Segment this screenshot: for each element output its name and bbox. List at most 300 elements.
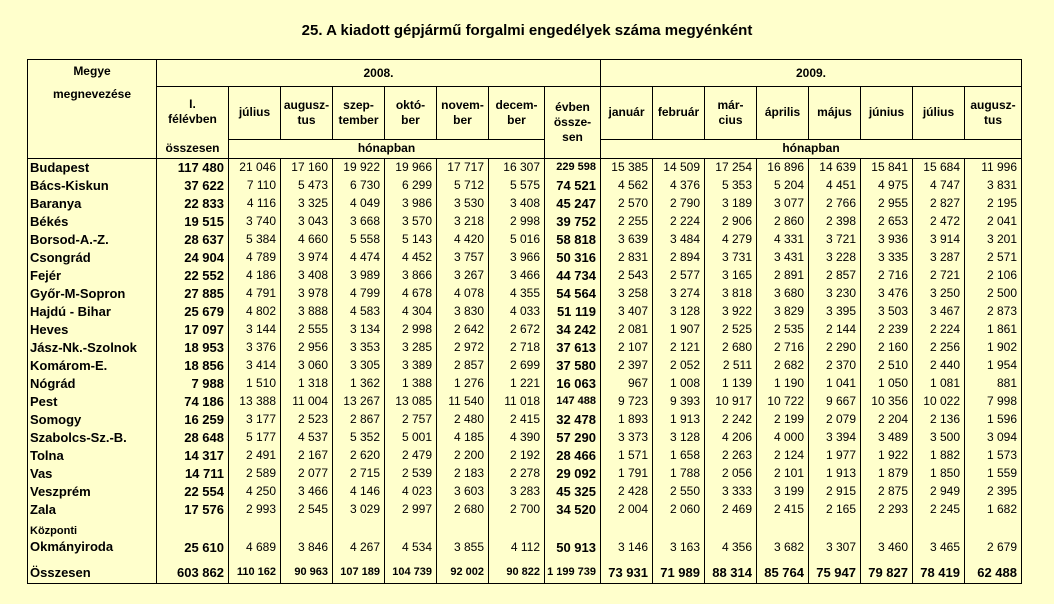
month-2009-value: 1 596 [965, 411, 1022, 429]
evben-label-1: évben [555, 99, 590, 114]
spacer-row [28, 555, 1022, 563]
month-2009-value: 2 915 [809, 483, 861, 501]
month-2008-1 [281, 87, 333, 140]
honapban-2009-header: hónapban [601, 139, 1022, 158]
month-2008-value: 2 491 [229, 447, 281, 465]
month-2008-value: 3 353 [333, 339, 385, 357]
month-2009-value: 4 451 [809, 177, 861, 195]
month-2008-value: 1 221 [489, 375, 545, 393]
month-2009-value: 2 081 [601, 321, 653, 339]
month-2008-value: 2 993 [229, 501, 281, 519]
month-2008-value: 3 668 [333, 213, 385, 231]
county-name-line2: Okmányiroda [30, 538, 114, 554]
table-row [28, 501, 1022, 519]
county-name: Csongrád [28, 249, 157, 267]
month-2009-value: 2 535 [757, 321, 809, 339]
month-2008-value: 3 389 [385, 357, 437, 375]
month-2009-value: 4 331 [757, 231, 809, 249]
month-2009-value: 1 893 [601, 411, 653, 429]
month-2008-value: 2 183 [437, 465, 489, 483]
month-2008-value: 2 998 [489, 213, 545, 231]
month-2008-value: 3 989 [333, 267, 385, 285]
h1-2008-value: 27 885 [157, 285, 229, 303]
month-2009-value: 2 293 [861, 501, 913, 519]
spacer-cell [157, 555, 229, 563]
month-label-b: tus [984, 112, 1002, 127]
h1-2008-value: 14 711 [157, 465, 229, 483]
month-2009-value: 2 873 [965, 303, 1022, 321]
month-2009-value: 1 139 [705, 375, 757, 393]
month-2008-value: 3 283 [489, 483, 545, 501]
month-2008-value: 3 966 [489, 249, 545, 267]
month-2009-value: 1 913 [653, 411, 705, 429]
year-2008-total-value: 29 092 [545, 465, 601, 483]
month-2009-value: 2 415 [757, 501, 809, 519]
county-name: Borsod-A.-Z. [28, 231, 157, 249]
month-2008-value: 4 420 [437, 231, 489, 249]
month-2009-value: 9 667 [809, 393, 861, 411]
month-2009-value: 2 041 [965, 213, 1022, 231]
h1-2008-value: 117 480 [157, 158, 229, 177]
month-2008-value: 2 867 [333, 411, 385, 429]
month-2008-value: 92 002 [437, 563, 489, 584]
month-2008-value: 13 388 [229, 393, 281, 411]
month-2008-value: 5 177 [229, 429, 281, 447]
evben-label-3: sen [562, 129, 583, 144]
month-2008-value: 2 680 [437, 501, 489, 519]
month-2009-value: 3 639 [601, 231, 653, 249]
month-2008-value: 4 304 [385, 303, 437, 321]
month-2008-value: 5 575 [489, 177, 545, 195]
county-name: Összesen [28, 563, 157, 584]
month-2008-value: 4 537 [281, 429, 333, 447]
month-2008-value: 3 866 [385, 267, 437, 285]
table-row [28, 213, 1022, 231]
h1-2008-value: 603 862 [157, 563, 229, 584]
month-2009-value: 1 913 [809, 465, 861, 483]
month-2009-value: 78 419 [913, 563, 965, 584]
month-2009-value: 2 052 [653, 357, 705, 375]
month-2009-value: 3 431 [757, 249, 809, 267]
county-name: Veszprém [28, 483, 157, 501]
month-2009-2 [705, 87, 757, 140]
month-2009-value: 2 370 [809, 357, 861, 375]
month-2009-value: 2 160 [861, 339, 913, 357]
month-2009-value: 9 723 [601, 393, 653, 411]
month-2008-value: 4 791 [229, 285, 281, 303]
month-2008-value: 4 789 [229, 249, 281, 267]
month-2009-value: 4 747 [913, 177, 965, 195]
month-2008-value: 3 144 [229, 321, 281, 339]
month-2009-value: 4 206 [705, 429, 757, 447]
table-body [28, 158, 1022, 583]
month-2008-value: 4 116 [229, 195, 281, 213]
month-2009-value: 3 914 [913, 231, 965, 249]
month-2008-3 [385, 87, 437, 140]
month-2009-value: 3 258 [601, 285, 653, 303]
month-2009-value: 2 136 [913, 411, 965, 429]
month-2009-value: 2 195 [965, 195, 1022, 213]
county-name: Hajdú - Bihar [28, 303, 157, 321]
year-2008-total-value: 1 199 739 [545, 563, 601, 584]
h1-2008-value: 28 637 [157, 231, 229, 249]
month-2009-value: 2 398 [809, 213, 861, 231]
month-2008-value: 5 352 [333, 429, 385, 447]
month-2009-value: 3 077 [757, 195, 809, 213]
year-2008-total-value: 37 613 [545, 339, 601, 357]
month-2009-value: 2 949 [913, 483, 965, 501]
month-2009-value: 2 577 [653, 267, 705, 285]
month-2008-value: 110 162 [229, 563, 281, 584]
month-label-b: tember [338, 112, 379, 127]
month-2008-value: 4 355 [489, 285, 545, 303]
month-2009-value: 2 679 [965, 519, 1022, 555]
month-2009-value: 2 395 [965, 483, 1022, 501]
month-2008-value: 4 078 [437, 285, 489, 303]
month-2008-value: 1 362 [333, 375, 385, 393]
month-2008-value: 3 466 [281, 483, 333, 501]
month-label-b: cius [718, 112, 743, 127]
month-label-a: január [608, 105, 645, 120]
month-2009-value: 14 509 [653, 158, 705, 177]
year-2008-total-value: 45 325 [545, 483, 601, 501]
month-2008-value: 13 085 [385, 393, 437, 411]
table-row [28, 249, 1022, 267]
month-2008-value: 5 001 [385, 429, 437, 447]
month-2009-value: 3 484 [653, 231, 705, 249]
month-2009-value: 1 977 [809, 447, 861, 465]
month-2009-value: 3 731 [705, 249, 757, 267]
spacer-cell [489, 555, 545, 563]
month-2009-value: 3 489 [861, 429, 913, 447]
month-2009-value: 3 394 [809, 429, 861, 447]
year-2008-total-value: 54 564 [545, 285, 601, 303]
spacer-cell [229, 555, 281, 563]
month-2008-value: 3 986 [385, 195, 437, 213]
spacer-cell [913, 555, 965, 563]
month-2009-value: 2 079 [809, 411, 861, 429]
county-name-line1: Központi [30, 524, 78, 537]
month-2008-value: 4 799 [333, 285, 385, 303]
month-2008-value: 3 285 [385, 339, 437, 357]
month-2009-value: 4 279 [705, 231, 757, 249]
month-2009-value: 2 121 [653, 339, 705, 357]
month-label-a: már- [717, 97, 744, 112]
county-name: Heves [28, 321, 157, 339]
h1-2008-value: 17 576 [157, 501, 229, 519]
month-2008-value: 2 672 [489, 321, 545, 339]
month-2009-value: 7 998 [965, 393, 1022, 411]
h1-2008-value: 19 515 [157, 213, 229, 231]
month-2008-value: 2 956 [281, 339, 333, 357]
table-row [28, 411, 1022, 429]
month-2009-value: 2 860 [757, 213, 809, 231]
month-2008-value: 2 700 [489, 501, 545, 519]
month-2008-value: 3 757 [437, 249, 489, 267]
month-2009-value: 1 573 [965, 447, 1022, 465]
month-label-a: augusz- [970, 97, 1016, 112]
month-2009-value: 2 790 [653, 195, 705, 213]
month-2008-value: 6 299 [385, 177, 437, 195]
month-2008-value: 3 466 [489, 267, 545, 285]
month-2008-value: 2 589 [229, 465, 281, 483]
month-2008-value: 2 200 [437, 447, 489, 465]
month-2009-value: 2 525 [705, 321, 757, 339]
month-2009-value: 10 722 [757, 393, 809, 411]
table-row [28, 285, 1022, 303]
spacer-cell [757, 555, 809, 563]
month-2008-value: 3 029 [333, 501, 385, 519]
month-2008-value: 13 267 [333, 393, 385, 411]
month-2008-value: 2 998 [385, 321, 437, 339]
month-2009-value: 2 124 [757, 447, 809, 465]
month-2009-value: 2 543 [601, 267, 653, 285]
month-2009-value: 2 716 [861, 267, 913, 285]
month-2008-value: 16 307 [489, 158, 545, 177]
month-2009-value: 3 250 [913, 285, 965, 303]
month-label-b: ber [401, 112, 420, 127]
month-2008-value: 3 218 [437, 213, 489, 231]
i-felev-label-1: I. [189, 97, 196, 111]
month-2008-value: 3 305 [333, 357, 385, 375]
h1-2008-value: 14 317 [157, 447, 229, 465]
month-2009-value: 1 682 [965, 501, 1022, 519]
month-2008-value: 3 177 [229, 411, 281, 429]
month-2009-value: 2 224 [653, 213, 705, 231]
month-2009-value: 2 571 [965, 249, 1022, 267]
month-2009-value: 5 353 [705, 177, 757, 195]
month-2009-value: 14 639 [809, 158, 861, 177]
month-2008-value: 3 740 [229, 213, 281, 231]
month-2008-value: 4 267 [333, 519, 385, 555]
month-2008-value: 3 060 [281, 357, 333, 375]
month-2009-value: 4 000 [757, 429, 809, 447]
month-2009-0 [601, 87, 653, 140]
month-2008-value: 5 143 [385, 231, 437, 249]
year-2008-total-value: 51 119 [545, 303, 601, 321]
spacer-cell [545, 555, 601, 563]
month-2009-value: 2 397 [601, 357, 653, 375]
month-2009-value: 2 511 [705, 357, 757, 375]
h1-2008-value: 24 904 [157, 249, 229, 267]
month-2008-value: 1 510 [229, 375, 281, 393]
megye-header-2 [28, 87, 157, 140]
month-2009-value: 1 907 [653, 321, 705, 339]
month-2009-value: 2 894 [653, 249, 705, 267]
month-2009-3 [757, 87, 809, 140]
county-name: Tolna [28, 447, 157, 465]
month-label-a: szep- [343, 97, 374, 112]
county-name [28, 519, 157, 555]
month-2008-value: 2 997 [385, 501, 437, 519]
month-2009-value: 3 199 [757, 483, 809, 501]
table-row [28, 447, 1022, 465]
month-2008-value: 1 276 [437, 375, 489, 393]
month-2009-value: 2 875 [861, 483, 913, 501]
month-2009-value: 2 570 [601, 195, 653, 213]
month-2009-value: 88 314 [705, 563, 757, 584]
month-2008-value: 2 480 [437, 411, 489, 429]
spacer-cell [437, 555, 489, 563]
spacer-cell [281, 555, 333, 563]
year-2009-header: 2009. [601, 60, 1022, 87]
year-2008-header: 2008. [157, 60, 601, 87]
h1-2008-value: 22 833 [157, 195, 229, 213]
month-2009-1 [653, 87, 705, 140]
county-name: Somogy [28, 411, 157, 429]
month-2009-value: 2 256 [913, 339, 965, 357]
month-2009-value: 2 428 [601, 483, 653, 501]
month-2009-value: 85 764 [757, 563, 809, 584]
month-2009-value: 4 975 [861, 177, 913, 195]
h1-2008-value: 74 186 [157, 393, 229, 411]
month-2009-value: 2 653 [861, 213, 913, 231]
month-2008-value: 21 046 [229, 158, 281, 177]
month-2008-value: 3 408 [489, 195, 545, 213]
month-2009-value: 3 128 [653, 429, 705, 447]
month-2009-value: 2 199 [757, 411, 809, 429]
h1-2008-value: 18 856 [157, 357, 229, 375]
month-2009-value: 75 947 [809, 563, 861, 584]
spacer-cell [861, 555, 913, 563]
month-2009-6 [913, 87, 965, 140]
month-2009-value: 2 107 [601, 339, 653, 357]
month-2009-value: 10 356 [861, 393, 913, 411]
month-2008-value: 3 603 [437, 483, 489, 501]
month-2009-value: 3 333 [705, 483, 757, 501]
month-2009-value: 10 022 [913, 393, 965, 411]
month-2009-value: 967 [601, 375, 653, 393]
month-2008-value: 2 167 [281, 447, 333, 465]
spacer-cell [333, 555, 385, 563]
month-2009-value: 3 818 [705, 285, 757, 303]
year-2008-total-value: 45 247 [545, 195, 601, 213]
table-row [28, 375, 1022, 393]
month-2009-value: 71 989 [653, 563, 705, 584]
month-2008-value: 17 160 [281, 158, 333, 177]
year-2008-total-value: 147 488 [545, 393, 601, 411]
month-2009-value: 1 008 [653, 375, 705, 393]
month-2009-value: 2 245 [913, 501, 965, 519]
month-2009-value: 3 146 [601, 519, 653, 555]
month-2008-value: 11 004 [281, 393, 333, 411]
spacer-cell [653, 555, 705, 563]
month-2009-value: 2 224 [913, 321, 965, 339]
month-2008-value: 2 972 [437, 339, 489, 357]
month-2008-value: 4 534 [385, 519, 437, 555]
year-2008-total-value: 39 752 [545, 213, 601, 231]
month-2009-value: 1 882 [913, 447, 965, 465]
month-2008-value: 5 016 [489, 231, 545, 249]
month-2009-value: 2 682 [757, 357, 809, 375]
month-2009-value: 2 290 [809, 339, 861, 357]
month-label-b: ber [453, 112, 472, 127]
county-name: Fejér [28, 267, 157, 285]
county-name: Komárom-E. [28, 357, 157, 375]
month-2009-value: 4 376 [653, 177, 705, 195]
month-2009-value: 11 996 [965, 158, 1022, 177]
table-row [28, 267, 1022, 285]
county-name: Bács-Kiskun [28, 177, 157, 195]
table-row [28, 195, 1022, 213]
year-2008-total-value: 74 521 [545, 177, 601, 195]
county-name: Nógrád [28, 375, 157, 393]
month-2009-value: 3 287 [913, 249, 965, 267]
month-2008-value: 3 134 [333, 321, 385, 339]
month-2008-value: 2 278 [489, 465, 545, 483]
month-2008-value: 90 963 [281, 563, 333, 584]
month-2009-value: 1 571 [601, 447, 653, 465]
month-2009-value: 3 395 [809, 303, 861, 321]
month-2008-value: 4 146 [333, 483, 385, 501]
month-2009-value: 2 680 [705, 339, 757, 357]
month-2008-value: 3 570 [385, 213, 437, 231]
month-2009-4 [809, 87, 861, 140]
month-2008-value: 2 857 [437, 357, 489, 375]
month-label-a: július [238, 105, 271, 120]
table-row [28, 321, 1022, 339]
month-2009-value: 62 488 [965, 563, 1022, 584]
table-row [28, 483, 1022, 501]
month-label-a: július [922, 105, 955, 120]
osszesen-header: összesen [157, 139, 229, 158]
month-2009-value: 2 239 [861, 321, 913, 339]
month-2008-value: 2 718 [489, 339, 545, 357]
month-2009-value: 2 891 [757, 267, 809, 285]
month-2008-value: 5 712 [437, 177, 489, 195]
month-2009-value: 3 831 [965, 177, 1022, 195]
spacer-cell [28, 555, 157, 563]
month-2009-value: 881 [965, 375, 1022, 393]
month-2009-value: 3 721 [809, 231, 861, 249]
month-2009-value: 2 101 [757, 465, 809, 483]
month-2008-value: 3 830 [437, 303, 489, 321]
table-row [28, 231, 1022, 249]
month-2009-value: 15 841 [861, 158, 913, 177]
month-2009-value: 2 144 [809, 321, 861, 339]
year-2008-total-value: 50 913 [545, 519, 601, 555]
month-2009-value: 2 056 [705, 465, 757, 483]
month-2009-value: 2 469 [705, 501, 757, 519]
month-2009-value: 3 189 [705, 195, 757, 213]
month-2009-value: 2 440 [913, 357, 965, 375]
month-2009-value: 1 190 [757, 375, 809, 393]
month-2008-value: 3 376 [229, 339, 281, 357]
year-2008-total-value: 28 466 [545, 447, 601, 465]
month-2008-value: 2 715 [333, 465, 385, 483]
month-2008-value: 2 479 [385, 447, 437, 465]
month-2009-value: 1 050 [861, 375, 913, 393]
month-2008-value: 1 318 [281, 375, 333, 393]
year-2008-total-value: 57 290 [545, 429, 601, 447]
county-name: Békés [28, 213, 157, 231]
month-2009-value: 3 936 [861, 231, 913, 249]
month-2008-value: 3 325 [281, 195, 333, 213]
h1-2008-value: 22 554 [157, 483, 229, 501]
month-2008-value: 4 390 [489, 429, 545, 447]
month-2009-value: 3 128 [653, 303, 705, 321]
month-2009-value: 2 242 [705, 411, 757, 429]
vehicle-registration-table [27, 59, 1022, 584]
month-2008-value: 19 966 [385, 158, 437, 177]
spacer-cell [601, 555, 653, 563]
month-2009-value: 3 680 [757, 285, 809, 303]
month-2008-value: 4 660 [281, 231, 333, 249]
month-2009-value: 9 393 [653, 393, 705, 411]
month-2008-value: 3 974 [281, 249, 333, 267]
month-2008-5 [489, 87, 545, 140]
month-label-a: augusz- [283, 97, 330, 112]
